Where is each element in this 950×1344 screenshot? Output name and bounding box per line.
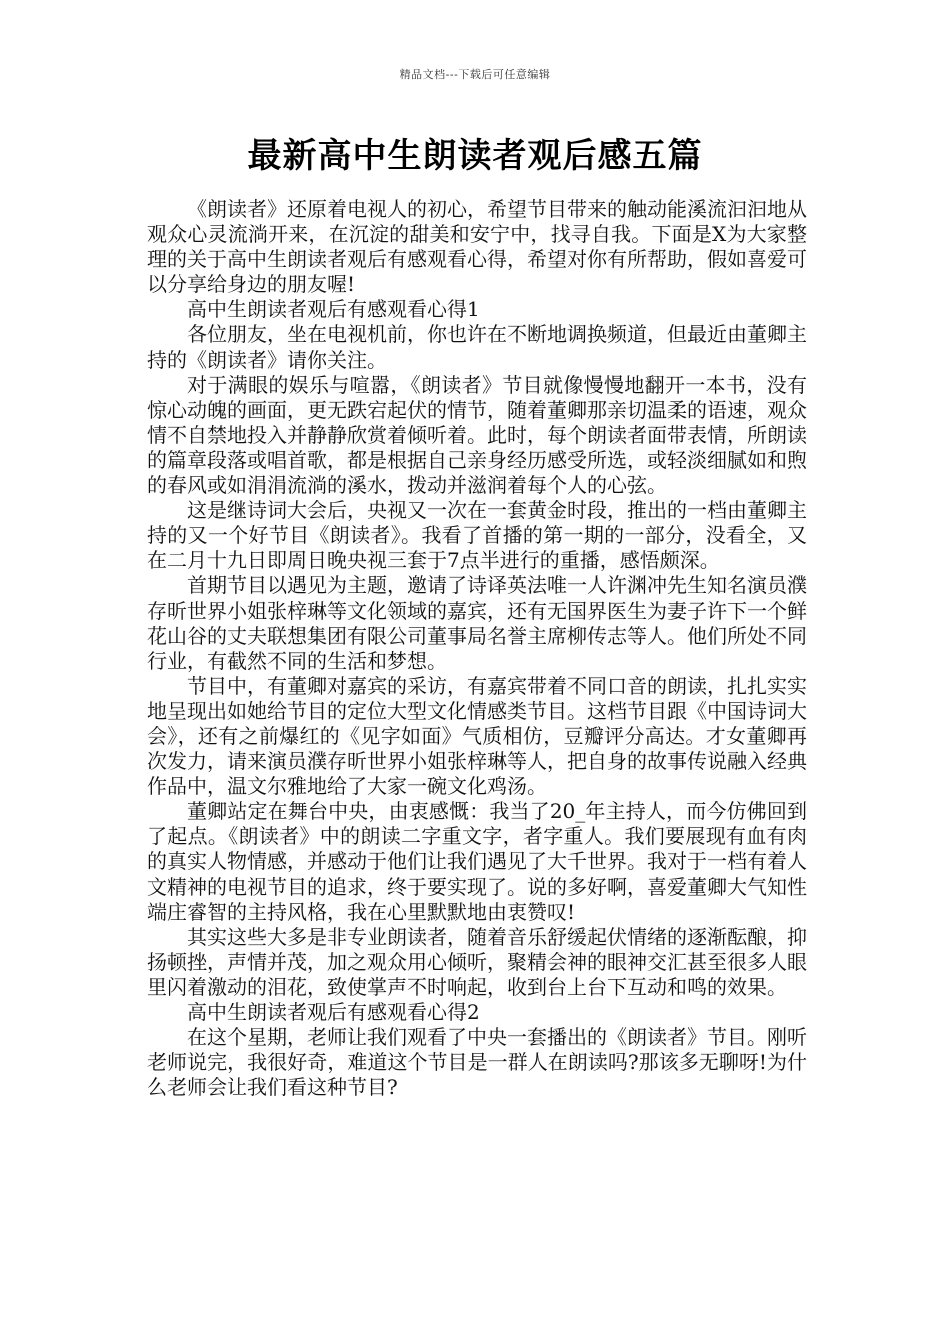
document-title: 最新高中生朗读者观后感五篇 bbox=[247, 136, 703, 176]
intro-paragraph: 《朗读者》还原着电视人的初心，希望节目带来的触动能溪流汩汩地从观众心灵流淌开来，在沉淀的甜美和安宁中，找寻自我。下面是X为大家整理的关于高中生朗读者观后有感观看心得，希望对你有所帮助，假如喜爱可以分享给身边的朋友喔! bbox=[147, 197, 807, 297]
body-paragraph: 董卿站定在舞台中央，由衷感慨：我当了20_年主持人，而今仿佛回到了起点。《朗读者》中的朗读二字重文字，者字重人。我们要展现有血有肉的真实人物情感，并感动于他们让我们遇见了大千世界。我对于一档有着人文精神的电视节目的追求，终于要实现了。说的多好啊，喜爱董卿大气知性端庄睿智的主持风格，我在心里默默地由衷赞叹! bbox=[147, 799, 807, 924]
body-paragraph: 这是继诗词大会后，央视又一次在一套黄金时段，推出的一档由董卿主持的又一个好节目《朗读者》。我看了首播的第一期的一部分，没看全，又在二月十九日即周日晚央视三套于7点半进行的重播，感悟颇深。 bbox=[147, 498, 807, 573]
section-heading-1: 高中生朗读者观后有感观看心得1 bbox=[187, 297, 480, 322]
body-paragraph: 节目中，有董卿对嘉宾的采访，有嘉宾带着不同口音的朗读，扎扎实实地呈现出如她给节目的定位大型文化情感类节目。这档节目跟《中国诗词大会》，还有之前爆红的《见字如面》气质相仿，豆瓣评分高达。才女董卿再次发力，请来演员濮存昕世界小姐张梓琳等人，把自身的故事传说融入经典作品中，温文尔雅地给了大家一碗文化鸡汤。 bbox=[147, 673, 807, 799]
header-note: 精品文档---下载后可任意编辑 bbox=[399, 68, 551, 81]
body-paragraph: 各位朋友，坐在电视机前，你也许在不断地调换频道，但最近由董卿主持的《朗读者》请你关注。 bbox=[147, 322, 807, 372]
document-body bbox=[147, 197, 807, 1100]
body-paragraph: 首期节目以遇见为主题，邀请了诗译英法唯一人许渊冲先生知名演员濮存昕世界小姐张梓琳等文化领域的嘉宾，还有无国界医生为妻子许下一个鲜花山谷的丈夫联想集团有限公司董事局名誉主席柳传志等人。他们所处不同行业，有截然不同的生活和梦想。 bbox=[147, 573, 807, 673]
body-paragraph: 其实这些大多是非专业朗读者，随着音乐舒缓起伏情绪的逐渐酝酿，抑扬顿挫，声情并茂，加之观众用心倾听，聚精会神的眼神交汇甚至很多人眼里闪着激动的泪花，致使掌声不时响起，收到台上台下互动和鸣的效果。 bbox=[147, 924, 807, 999]
body-paragraph: 在这个星期，老师让我们观看了中央一套播出的《朗读者》节目。刚听老师说完，我很好奇，难道这个节目是一群人在朗读吗?那该多无聊呀!为什么老师会让我们看这种节目? bbox=[147, 1025, 807, 1100]
body-paragraph: 对于满眼的娱乐与喧嚣，《朗读者》节目就像慢慢地翻开一本书，没有惊心动魄的画面，更无跌宕起伏的情节，随着董卿那亲切温柔的语速，观众情不自禁地投入并静静欣赏着倾听着。此时，每个朗读者面带表情，所朗读的篇章段落或唱首歌，都是根据自己亲身经历感受所选，或轻淡细腻如和煦的春风或如涓涓流淌的溪水，拨动并滋润着每个人的心弦。 bbox=[147, 372, 807, 498]
section-heading-2: 高中生朗读者观后有感观看心得2 bbox=[187, 1000, 480, 1024]
